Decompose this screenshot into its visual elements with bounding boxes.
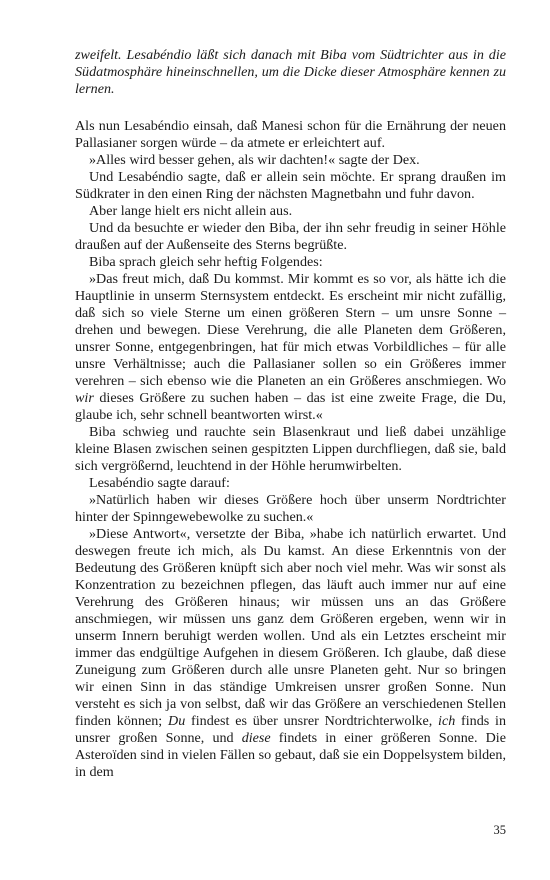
page-number: 35 [493, 823, 506, 837]
paragraph [75, 220, 506, 254]
paragraph [75, 475, 506, 492]
text-run: »Diese Antwort«, versetzte der Biba, »habe ich natürlich erwartet. Und deswegen freute ich mich, als Du kamst. An diese Erkenntnis von der Bedeutung des Größeren knüpft sich aber noch viel mehr. Was wir sonst als Konzentration zu bezeichnen pflegen, das läuft auch immer nur auf eine Verehrung des Größeren hinaus; wir müssen uns an das Größere anschmiegen, wir müssen uns ganz dem Größeren ergeben, wenn wir in unserm Innern beruhigt werden wollen. Und als ein Letztes erscheint mir immer das endgültige Aufgehen in diesem Größeren. Ich glaube, daß diese Zuneigung zum Größeren durch alle unsre Planeten geht. Nur so bringen wir einen Sinn in das ständige Umkreisen unsrer großen Sonne. Nun versteht es sich ja von selbst, daß wir das Größere an verschiedenen Stellen finden können; [75, 526, 506, 729]
emphasis: ich [438, 713, 456, 729]
text-run: »Natürlich haben wir dieses Größere hoch über unserm Nordtrichter hinter der Spinngewebewolke zu suchen.« [75, 492, 506, 525]
paragraph [75, 526, 506, 781]
emphasis: diese [241, 730, 271, 746]
paragraph [75, 152, 506, 169]
text-run: Als nun Lesabéndio einsah, daß Manesi schon für die Ernährung der neuen Pallasianer sorgen würde – da atmete er erleichtert auf. [75, 118, 506, 151]
emphasis: Du [168, 713, 186, 729]
text-run: Biba sprach gleich sehr heftig Folgendes: [89, 254, 323, 270]
paragraph [75, 492, 506, 526]
text-run: »Alles wird besser gehen, als wir dachten!« sagte der Dex. [89, 152, 420, 168]
paragraph [75, 424, 506, 475]
text-run: Lesabéndio sagte darauf: [89, 475, 230, 491]
emphasis: wir [75, 390, 94, 406]
text-run: Und da besuchte er wieder den Biba, der ihn sehr freudig in seiner Höhle draußen auf der Außenseite des Sterns begrüßte. [75, 220, 506, 253]
paragraph [75, 203, 506, 220]
text-run: »Das freut mich, daß Du kommst. Mir kommt es so vor, als hätte ich die Hauptlinie in unserm Sternsystem entdeckt. Es erscheint mir nicht zufällig, daß sich so viele Sterne um einen größeren Stern – um unsre Sonne – drehen und bewegen. Diese Verehrung, die alle Planeten dem Größeren, unsrer Sonne, entgegenbringen, hat für mich etwas Vorbildliches – für alle unsre Verhältnisse; auch die Pallasianer sollen so ein Größeres immer verehren – sich ebenso wie die Planeten an ein Größeres anschmiegen. Wo [75, 271, 506, 389]
text-run: Biba schwieg und rauchte sein Blasenkraut und ließ dabei unzählige kleine Blasen zwischen seinen gespitzten Lippen durchfliegen, daß sie, bald sich vergrößernd, leuchtend in der Höhle herumwirbelten. [75, 424, 506, 474]
paragraph [75, 169, 506, 203]
paragraph [75, 271, 506, 424]
text-run: Aber lange hielt ers nicht allein aus. [89, 203, 293, 219]
text-run: findest es über unsrer Nordtrichterwolke, [185, 713, 439, 729]
text-run: findets in einer größeren Sonne. Die Asteroïden sind in vielen Fällen so gebaut, daß sie ein Doppelsystem bilden, in dem [75, 730, 506, 780]
text-run: dieses Größere zu suchen haben – das ist eine zweite Frage, die Du, glaube ich, sehr schnell beantworten wirst.« [75, 390, 506, 423]
chapter-summary [75, 47, 506, 98]
paragraph [75, 118, 506, 152]
text-run: Und Lesabéndio sagte, daß er allein sein möchte. Er sprang draußen im Südkrater in den einen Ring der nächsten Magnetbahn und fuhr davon. [75, 169, 506, 202]
body-text [75, 118, 506, 781]
summary-text: zweifelt. Lesabéndio läßt sich danach mit Biba vom Südtrichter aus in die Südatmosphäre hineinschnellen, um die Dicke dieser Atmosphäre kennen zu lernen. [75, 47, 506, 97]
paragraph [75, 254, 506, 271]
text-run: finds in unsrer großen Sonne, und [75, 713, 506, 746]
